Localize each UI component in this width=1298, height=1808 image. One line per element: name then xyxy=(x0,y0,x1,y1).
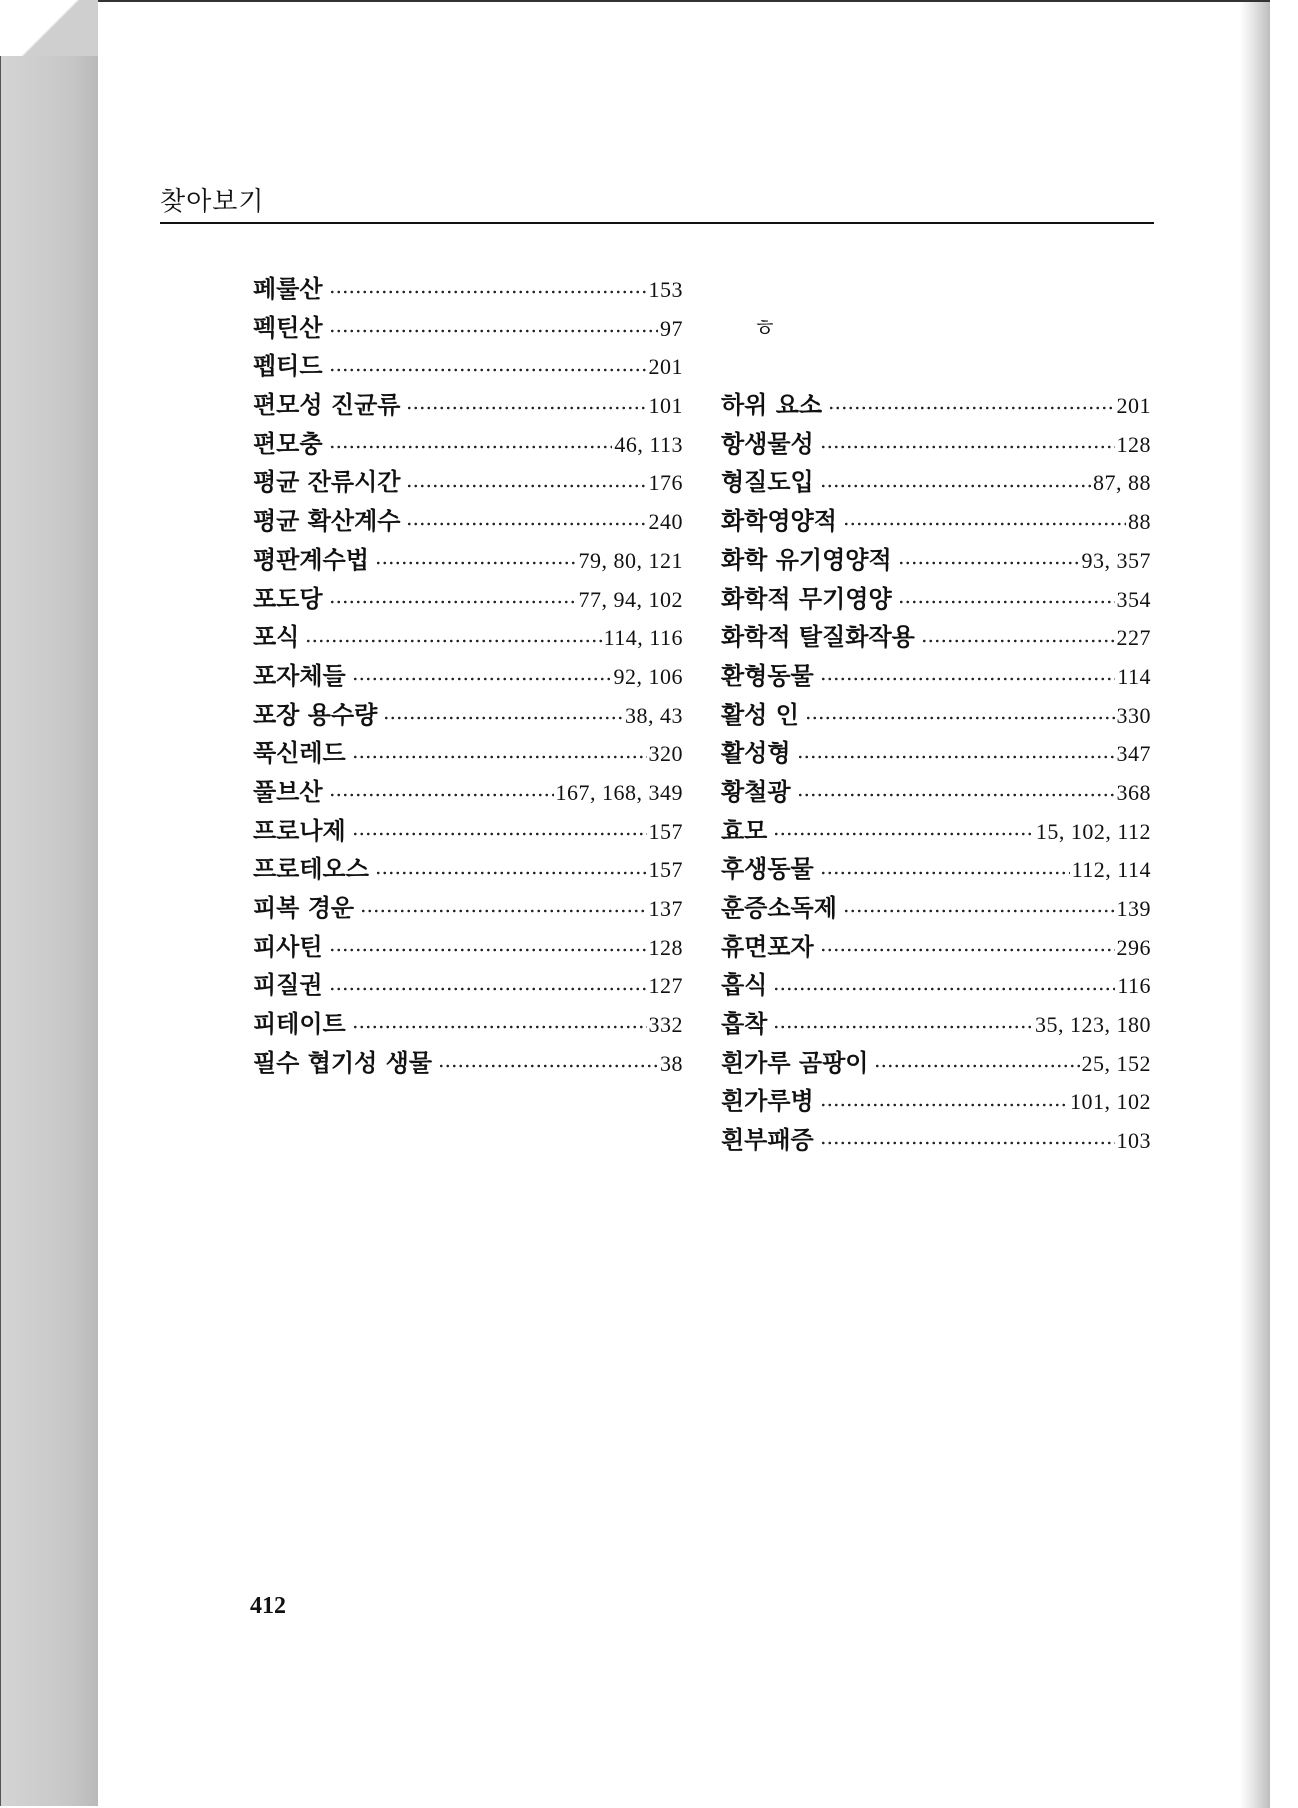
index-term: 활성 인 xyxy=(721,699,799,729)
index-entry xyxy=(721,502,1151,541)
page-title: 찾아보기 xyxy=(160,187,265,217)
index-entry xyxy=(253,347,683,386)
index-entry xyxy=(253,1005,683,1044)
page-references: 127 xyxy=(648,973,683,999)
index-term: 펙틴산 xyxy=(253,312,323,342)
dot-leader xyxy=(820,677,1116,681)
index-term: 황철광 xyxy=(721,776,791,806)
dot-leader xyxy=(329,329,658,333)
index-term: 평판계수법 xyxy=(253,544,369,574)
page-references: 137 xyxy=(648,896,683,921)
dot-leader xyxy=(438,1064,658,1068)
index-entry xyxy=(721,425,1151,464)
page-references: 46, 113 xyxy=(614,431,683,457)
index-entry xyxy=(253,463,683,502)
index-entry xyxy=(253,773,683,812)
dot-leader xyxy=(843,522,1126,526)
dot-leader xyxy=(329,290,647,294)
page-references: 77, 94, 102 xyxy=(578,586,683,612)
index-term: 흰가루병 xyxy=(721,1086,814,1116)
index-entry xyxy=(721,580,1151,619)
page-references: 330 xyxy=(1116,702,1151,728)
index-term: 포장 용수량 xyxy=(253,699,378,729)
index-term: 환형동물 xyxy=(721,660,814,690)
index-entry xyxy=(253,618,683,657)
page-references: 116 xyxy=(1117,973,1151,999)
index-entry xyxy=(721,734,1151,773)
index-term: 항생물성 xyxy=(721,428,814,458)
page-references: 87, 88 xyxy=(1093,470,1151,496)
index-term: 평균 잔류시간 xyxy=(253,467,401,497)
index-column-right xyxy=(721,270,1151,1160)
page-references: 227 xyxy=(1116,625,1151,651)
page-references: 25, 152 xyxy=(1081,1050,1151,1076)
index-entry xyxy=(253,580,683,619)
dot-leader xyxy=(329,445,613,449)
index-term: 흡식 xyxy=(721,970,768,1000)
dot-leader xyxy=(352,832,647,836)
dot-leader xyxy=(828,406,1114,410)
index-entry xyxy=(253,386,683,425)
index-term: 화학 유기영양적 xyxy=(721,544,892,574)
index-entry xyxy=(253,1044,683,1083)
index-entry xyxy=(253,928,683,967)
index-entry xyxy=(721,850,1151,889)
index-entry xyxy=(253,502,683,541)
page-references: 114, 116 xyxy=(603,625,683,651)
index-entry xyxy=(721,889,1151,928)
index-entry xyxy=(721,386,1151,425)
index-term: 편모충 xyxy=(253,428,323,458)
page-references: 368 xyxy=(1116,779,1151,805)
dot-leader xyxy=(375,561,577,565)
page-references: 176 xyxy=(648,470,683,496)
index-term: 펩티드 xyxy=(253,351,323,381)
index-term: 피사틴 xyxy=(253,931,323,961)
dot-leader xyxy=(874,1064,1079,1068)
dot-leader xyxy=(329,987,647,991)
index-entry xyxy=(721,463,1151,502)
index-term: 하위 요소 xyxy=(721,390,823,420)
index-entry xyxy=(253,734,683,773)
index-term: 피테이트 xyxy=(253,1009,346,1039)
page-references: 114 xyxy=(1117,663,1151,689)
index-term: 훈증소독제 xyxy=(721,893,837,922)
page-references: 88 xyxy=(1128,509,1151,535)
dot-leader xyxy=(820,871,1070,875)
dot-leader xyxy=(921,639,1115,643)
index-term: 흡착 xyxy=(721,1009,768,1039)
dot-leader xyxy=(360,909,646,913)
dot-leader xyxy=(406,406,646,410)
page-references: 167, 168, 349 xyxy=(555,779,683,805)
index-entry xyxy=(721,1121,1151,1160)
index-term: 포도당 xyxy=(253,583,323,613)
page-references: 112, 114 xyxy=(1071,857,1151,883)
index-entry xyxy=(253,812,683,851)
page-references: 97 xyxy=(660,315,683,341)
dot-leader xyxy=(773,1025,1033,1029)
index-entry xyxy=(721,1044,1151,1083)
page-references: 103 xyxy=(1116,1128,1151,1154)
page-references: 320 xyxy=(648,741,683,767)
index-entry xyxy=(721,928,1151,967)
index-term: 프로나제 xyxy=(253,815,346,845)
dot-leader xyxy=(352,1025,647,1029)
page-edge-shadow xyxy=(1240,2,1270,1808)
dot-leader xyxy=(305,639,601,643)
dot-leader xyxy=(820,1103,1068,1107)
dot-leader xyxy=(352,677,612,681)
dot-leader xyxy=(898,600,1115,604)
dot-leader xyxy=(352,755,647,759)
index-term: 후생동물 xyxy=(721,854,814,884)
index-term: 효모 xyxy=(721,815,768,845)
dot-leader xyxy=(805,716,1115,720)
index-entry xyxy=(721,773,1151,812)
dot-leader xyxy=(898,561,1080,565)
page-references: 101 xyxy=(648,393,683,419)
index-term: 포식 xyxy=(253,622,300,652)
index-entry xyxy=(253,309,683,348)
index-entry xyxy=(721,966,1151,1005)
page-references: 92, 106 xyxy=(613,663,683,689)
book-spine xyxy=(0,56,101,1806)
dot-leader xyxy=(820,948,1115,952)
index-entry xyxy=(253,889,683,928)
index-entry xyxy=(253,541,683,580)
index-term: 푹신레드 xyxy=(253,738,346,768)
index-term: 필수 협기성 생물 xyxy=(253,1047,432,1077)
dot-leader xyxy=(773,987,1115,991)
dot-leader xyxy=(329,948,647,952)
page-references: 93, 357 xyxy=(1081,547,1151,573)
page-references: 35, 123, 180 xyxy=(1035,1012,1151,1038)
index-term: 형질도입 xyxy=(721,467,814,497)
index-term: 피질권 xyxy=(253,970,323,1000)
index-entry xyxy=(253,696,683,735)
index-term: 휴면포자 xyxy=(721,931,814,961)
index-term: 풀브산 xyxy=(253,776,323,806)
index-column-left xyxy=(253,270,683,1082)
page-references: 128 xyxy=(648,934,683,960)
page-number: 412 xyxy=(250,1593,286,1619)
index-term: 화학적 탈질화작용 xyxy=(721,622,915,652)
page-references: 157 xyxy=(648,818,683,844)
dot-leader xyxy=(375,871,647,875)
index-entry xyxy=(721,1082,1151,1121)
page-references: 38 xyxy=(660,1050,683,1076)
dot-leader xyxy=(383,716,623,720)
section-heading: ㅎ xyxy=(753,313,777,342)
page-references: 139 xyxy=(1116,896,1151,921)
index-entry xyxy=(721,541,1151,580)
page-references: 79, 80, 121 xyxy=(578,547,683,573)
page-references: 15, 102, 112 xyxy=(1035,818,1151,844)
dot-leader xyxy=(820,1141,1115,1145)
index-term: 프로테오스 xyxy=(253,854,369,884)
book-spine-top xyxy=(0,0,100,60)
dot-leader xyxy=(797,755,1115,759)
index-term: 활성형 xyxy=(721,738,791,768)
index-entry xyxy=(721,657,1151,696)
index-entry xyxy=(721,618,1151,657)
dot-leader xyxy=(329,600,577,604)
dot-leader xyxy=(797,793,1115,797)
index-term: 편모성 진균류 xyxy=(253,390,401,420)
page-references: 101, 102 xyxy=(1070,1089,1151,1115)
page-references: 153 xyxy=(648,277,683,302)
page-references: 296 xyxy=(1116,934,1151,960)
index-entry xyxy=(253,657,683,696)
index-term: 화학적 무기영양 xyxy=(721,583,892,613)
page-header xyxy=(160,186,1154,224)
page-references: 240 xyxy=(648,509,683,535)
dot-leader xyxy=(406,522,646,526)
page-references: 201 xyxy=(648,354,683,380)
dot-leader xyxy=(843,909,1115,913)
column-spacer xyxy=(721,347,1151,386)
index-term: 화학영양적 xyxy=(721,506,837,536)
index-term: 피복 경운 xyxy=(253,893,355,922)
index-entry xyxy=(721,696,1151,735)
page-references: 354 xyxy=(1116,586,1151,612)
page-references: 38, 43 xyxy=(625,702,683,728)
index-term: 흰부패증 xyxy=(721,1125,814,1155)
index-entry xyxy=(253,270,683,309)
dot-leader xyxy=(820,445,1115,449)
dot-leader xyxy=(329,368,647,372)
page-references: 157 xyxy=(648,857,683,883)
column-spacer xyxy=(721,270,1151,309)
page-references: 128 xyxy=(1116,431,1151,457)
index-entry xyxy=(253,425,683,464)
page-references: 347 xyxy=(1116,741,1151,767)
index-entry xyxy=(721,812,1151,851)
index-entry xyxy=(253,966,683,1005)
page-references: 332 xyxy=(648,1012,683,1038)
dot-leader xyxy=(406,484,646,488)
index-term: 페룰산 xyxy=(253,274,323,303)
page-references: 201 xyxy=(1116,393,1151,419)
dot-leader xyxy=(329,793,554,797)
dot-leader xyxy=(820,484,1091,488)
index-entry xyxy=(253,850,683,889)
index-term: 평균 확산계수 xyxy=(253,506,401,536)
index-entry xyxy=(721,1005,1151,1044)
index-term: 포자체들 xyxy=(253,660,346,690)
index-term: 흰가루 곰팡이 xyxy=(721,1047,869,1077)
dot-leader xyxy=(773,832,1033,836)
